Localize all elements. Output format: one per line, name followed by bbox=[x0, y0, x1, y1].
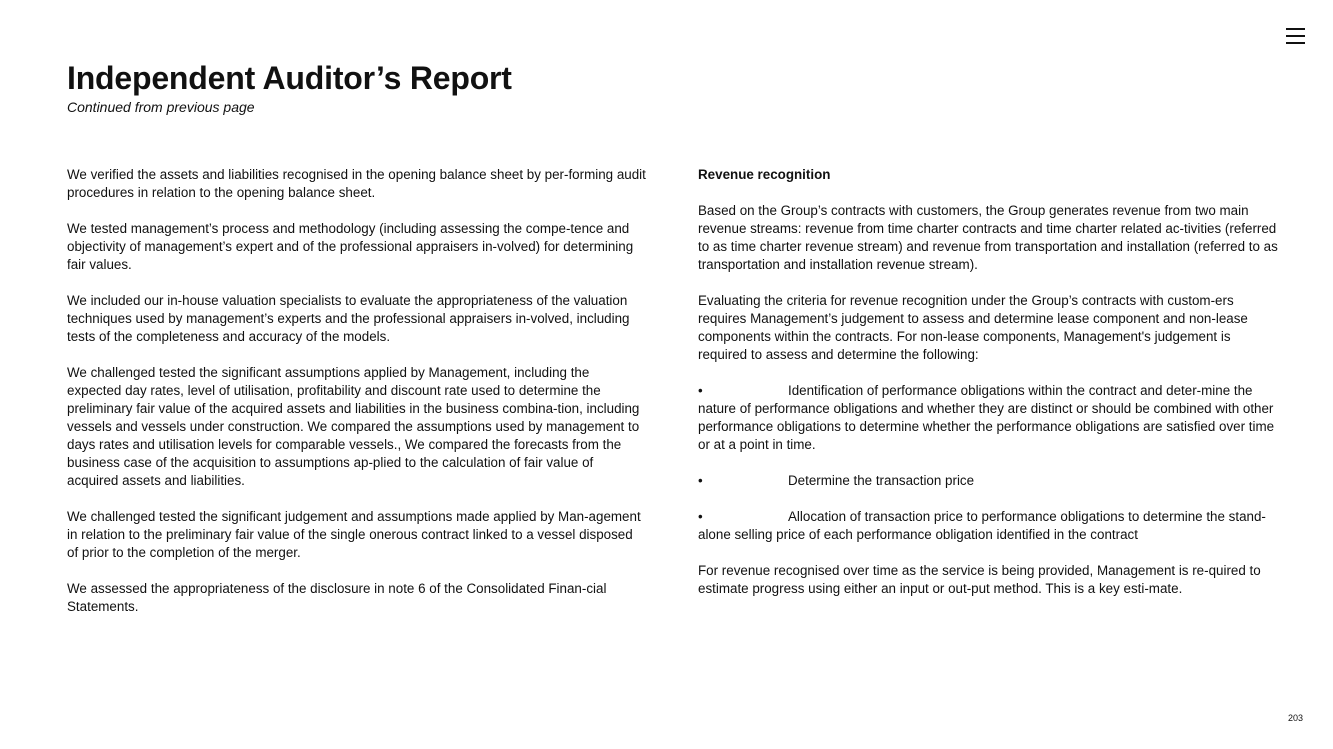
right-column bbox=[698, 166, 1278, 616]
paragraph: We tested management’s process and methodology (including assessing the compe-tence and objectivity of management’s expert and of the professional appraisers in-volved) for determining fair values. bbox=[67, 221, 634, 272]
bullet-symbol: • bbox=[698, 383, 703, 398]
paragraph: We challenged tested the significant assumptions applied by Management, including the expected day rates, level of utilisation, profitability and discount rate used to determine the preliminary fair value of the acquired assets and liabilities in the business combina-tion, including vessels and vessels under construction. We compared the assumptions used by management to days rates and utilisation levels for comparable vessels., We compared the forecasts from the business case of the acquisition to assumptions ap-plied to the calculation of fair value of acquired assets and liabilities. bbox=[67, 365, 640, 488]
bullet-item bbox=[698, 508, 1278, 544]
page-number: 203 bbox=[1288, 713, 1304, 723]
paragraph: Based on the Group’s contracts with customers, the Group generates revenue from two main revenue streams: revenue from time charter contracts and time charter related ac-tivities (referred to as time charter revenue stream) and revenue from transportation and installation (referred to as transportation and installation revenue stream). bbox=[698, 203, 1278, 272]
bullet-item bbox=[698, 382, 1278, 454]
paragraph: We included our in-house valuation specialists to evaluate the appropriateness of the valuation techniques used by management’s experts and the professional appraisers in-volved, including tests of the completeness and accuracy of the models. bbox=[67, 293, 630, 344]
section-heading: Revenue recognition bbox=[698, 167, 831, 182]
menu-icon-bar bbox=[1286, 35, 1305, 37]
paragraph: For revenue recognised over time as the service is being provided, Management is re-quired to estimate progress using either an input or out-put method. This is a key esti-mate. bbox=[698, 563, 1261, 596]
paragraph: We assessed the appropriateness of the disclosure in note 6 of the Consolidated Finan-cial Statements. bbox=[67, 581, 607, 614]
bullet-text: Determine the transaction price bbox=[788, 473, 975, 488]
menu-icon-bar bbox=[1286, 42, 1305, 44]
bullet-item bbox=[698, 472, 1278, 490]
page-title: Independent Auditor’s Report bbox=[67, 60, 512, 96]
left-column bbox=[67, 166, 647, 634]
bullet-symbol: • bbox=[698, 509, 703, 524]
paragraph: Evaluating the criteria for revenue recognition under the Group’s contracts with custom-ers requires Management’s judgement to assess and determine lease component and non-lease components within the contracts. For non-lease components, Management's judgement is required to assess and determine the following: bbox=[698, 293, 1248, 362]
paragraph: We verified the assets and liabilities recognised in the opening balance sheet by per-forming audit procedures in relation to the opening balance sheet. bbox=[67, 167, 646, 200]
paragraph: We challenged tested the significant judgement and assumptions made applied by Man-agement in relation to the preliminary fair value of the single onerous contract linked to a vessel disposed of prior to the completion of the merger. bbox=[67, 509, 641, 560]
bullet-text: Identification of performance obligations within the contract and deter-mine the nature of performance obligations and whether they are distinct or should be combined with other performance obligations to determine whether the performance obligations are satisfied over time or at a point in time. bbox=[698, 383, 1275, 452]
page-header bbox=[67, 58, 512, 116]
page-subtitle: Continued from previous page bbox=[67, 99, 255, 115]
bullet-text: Allocation of transaction price to performance obligations to determine the stand-alone selling price of each performance obligation identified in the contract bbox=[698, 509, 1266, 542]
menu-icon-bar bbox=[1286, 28, 1305, 30]
menu-icon[interactable] bbox=[1286, 26, 1306, 46]
bullet-symbol: • bbox=[698, 473, 703, 488]
